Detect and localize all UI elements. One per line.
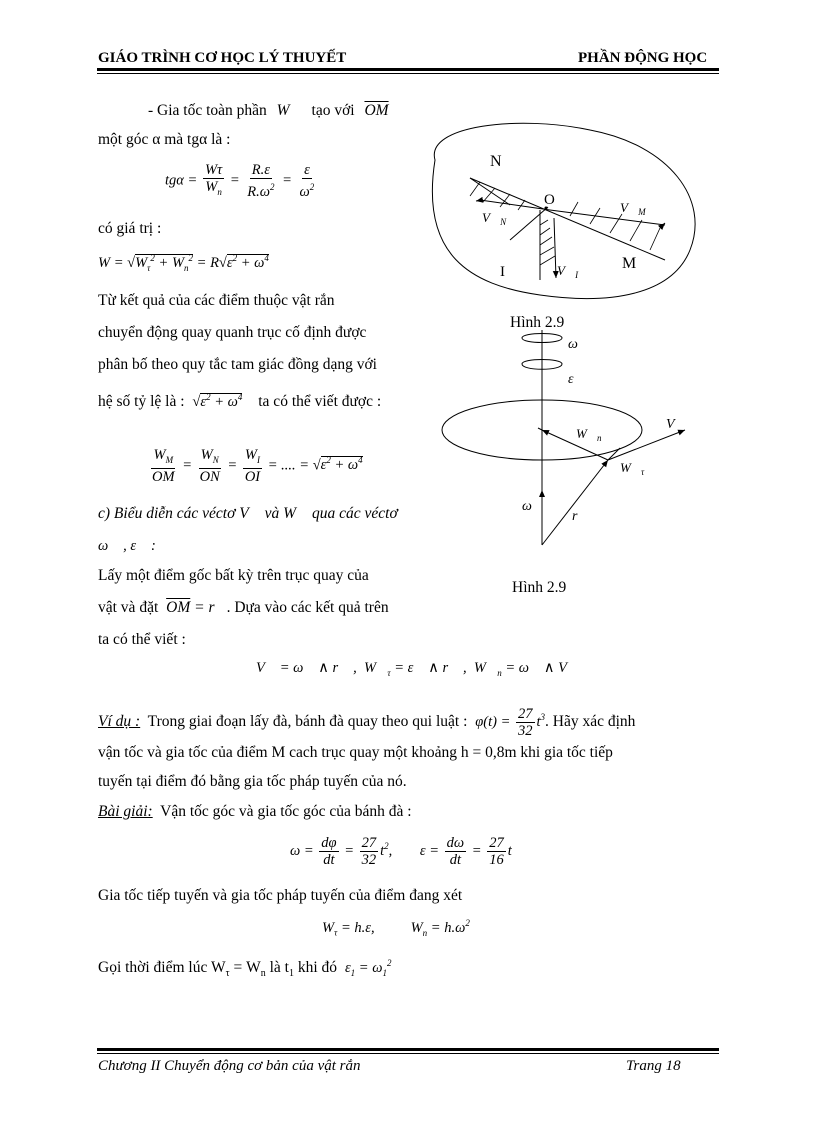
figure-rotation-body [410, 110, 710, 310]
svg-text:O: O [544, 192, 555, 208]
svg-text:V⃗: V⃗ [666, 417, 686, 432]
text-line: chuyển động quay quanh trục cố định được [98, 324, 367, 341]
example-line: Ví dụ : Trong giai đoạn lấy đà, bánh đà quay theo qui luật : φ(t) = $\frac{27}{32}$ $t^3$. Hãy xác định [98, 706, 636, 739]
text-line: hệ số tỷ lệ là : $√\varepsilon^2 + \omega^4$ ta có thể viết được : [98, 392, 382, 410]
header-section: PHẦN ĐỘNG HỌC [578, 50, 708, 66]
formula-w: $W = √W_\tau^2 + W_n^2 = R√\varepsilon^2 + \omega^4$ [98, 253, 269, 273]
svg-text:I: I [500, 264, 505, 280]
svg-text:V⃗N: $V⃗_N$ [482, 210, 507, 227]
footer-page: Trang 18 [626, 1058, 681, 1074]
header-rule [97, 68, 719, 71]
text-line: Lấy một điểm gốc bất kỳ trên trục quay của [98, 567, 369, 584]
formula-vectors: ω⃗ , ε⃗ : [98, 538, 156, 554]
formula-ratio: $\frac{W_M}{OM}$ = $\frac{W_N}{ON}$ = $\frac{W_I}{OI}$ = .... = $√\varepsilon^2 + \omega^4$ [152, 447, 363, 485]
formula-tg-alpha: tgα = $\frac{W\tau}{W_n}$ = $\frac{R.\varepsilon}{R.\omega^2}$ = $\frac{\varepsilon}{\omega^2}$ [165, 162, 315, 200]
solution-line: Bài giải: Vận tốc góc và gia tốc góc của bánh đà : [98, 803, 412, 820]
text-line: ta có thể viết : [98, 631, 186, 648]
text-line: phân bố theo quy tắc tam giác đồng dạng với [98, 356, 377, 373]
text-line: Gọi thời điểm lúc $W_\tau = W_n$ là $t_1$ khi đó $\varepsilon_1 = \omega_1^2$ [98, 958, 392, 979]
text-line: Từ kết quả của các điểm thuộc vật rắn [98, 292, 335, 309]
formula-cross: V⃗ = ω⃗ ∧ r⃗ , $W⃗_\tau$ = ε⃗ ∧ r⃗ , $W⃗_n$ = ω⃗ ∧ V⃗ [256, 660, 579, 678]
text-line: vật và đặt $\overline{OM}$ = r⃗. Dựa vào các kết quả trên [98, 599, 389, 616]
svg-text:W⃗n: $W⃗_n$ [576, 426, 602, 443]
svg-text:M: M [622, 255, 637, 272]
footer-chapter: Chương II Chuyển động cơ bản của vật rắn [98, 1058, 361, 1074]
text-line: - Gia tốc toàn phần W⃗ tạo với $\overline{OM}$ [148, 102, 389, 119]
svg-text:W⃗τ: $W⃗_\tau$ [620, 460, 645, 477]
figure-vector-decomposition [430, 330, 700, 570]
text-line: vận tốc và gia tốc của điểm M cach trục quay một khoảng h = 0,8m khi gia tốc tiếp [98, 744, 613, 761]
svg-text:r⃗: r⃗ [572, 509, 589, 524]
svg-text:ε: ε [568, 372, 574, 387]
figure-caption: Hình 2.9 [510, 314, 565, 331]
figure-caption: Hình 2.9 [512, 579, 567, 596]
footer-rule [97, 1048, 719, 1051]
formula-wt-wn: $W_\tau = h.\varepsilon$, $W_n = h.\omega^2$ [322, 918, 470, 938]
svg-text:N: N [490, 153, 502, 170]
header-title: GIÁO TRÌNH CƠ HỌC LÝ THUYẾT [98, 50, 347, 66]
text-line: một góc α mà tgα là : [98, 131, 231, 148]
formula-omega-eps: ω = $\frac{d\varphi}{dt}$ = $\frac{27}{32}$ $t^2$, ε = $\frac{d\omega}{dt}$ = $\frac{27}{16}$ t [290, 835, 512, 868]
section-heading: c) Biểu diễn các véctơ V⃗ và W⃗ qua các véctơ [98, 505, 398, 522]
text-line: tuyến tại điểm đó bằng gia tốc pháp tuyến của nó. [98, 773, 407, 790]
text-line: có giá trị : [98, 220, 162, 237]
svg-text:V⃗I: $V⃗_I$ [557, 263, 579, 280]
svg-text:V⃗M: $V⃗_M$ [620, 200, 646, 217]
text-line: Gia tốc tiếp tuyến và gia tốc pháp tuyến của điểm đang xét [98, 887, 463, 904]
svg-text:ω: ω [568, 337, 578, 352]
svg-text:ω⃗: ω⃗ [522, 499, 543, 514]
